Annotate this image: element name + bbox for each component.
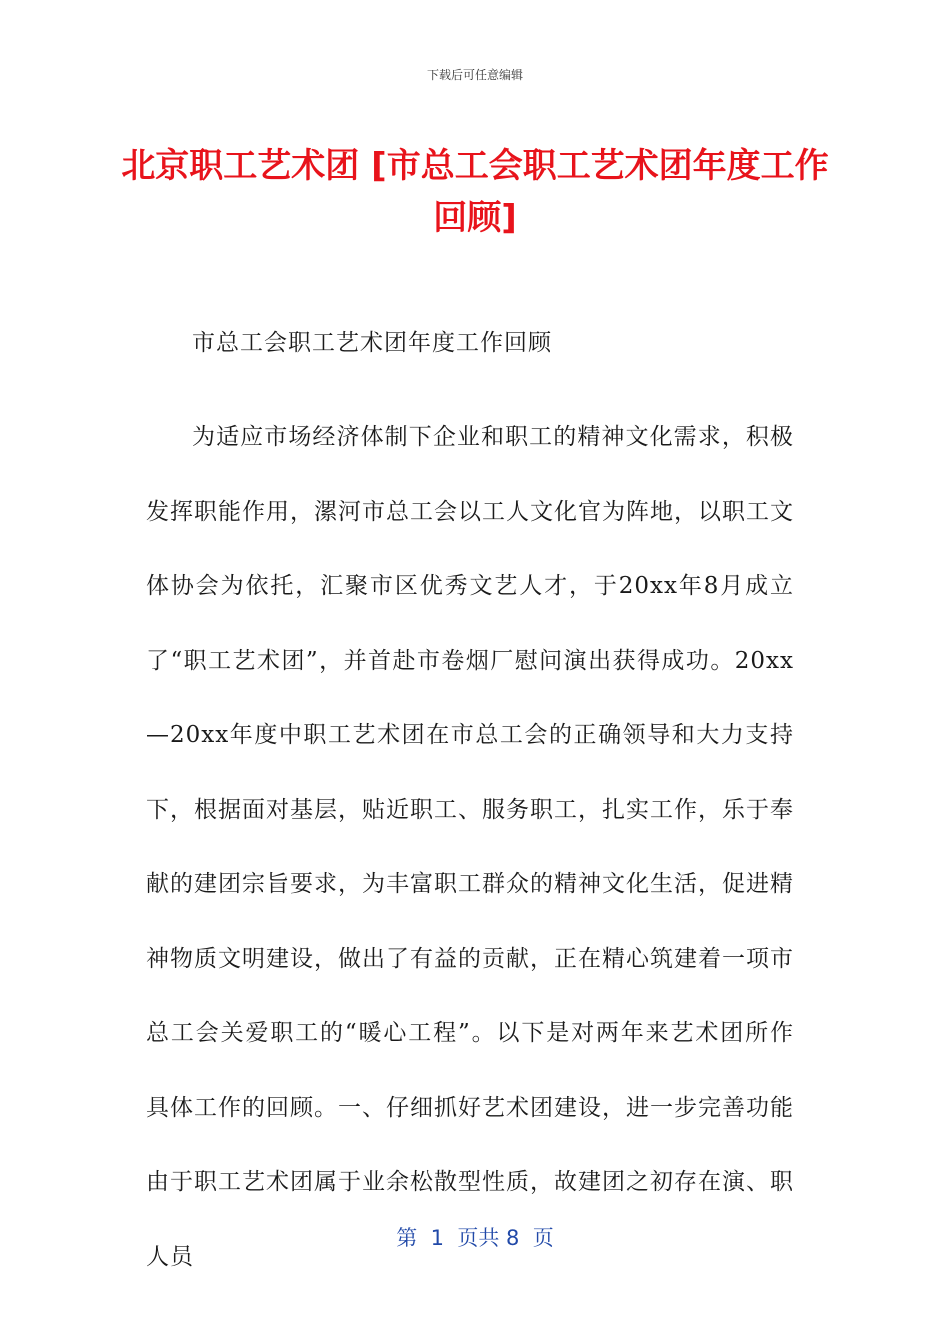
body-paragraph: 为适应市场经济体制下企业和职工的精神文化需求，积极发挥职能作用，漯河市总工会以工人文化官为阵地，以职工文体协会为依托，汇聚市区优秀文艺人才，于20xx年8月成立了“职工艺术团”，并首赴市卷烟厂慰问演出获得成功。20xx—20xx年度中职工艺术团在市总工会的正确领导和大力支持下，根据面对基层，贴近职工、服务职工，扎实工作，乐于奉献的建团宗旨要求，为丰富职工群众的精神文化生活，促进精神物质文明建设，做出了有益的贡献，正在精心筑建着一项市总工会关爱职工的“暖心工程”。以下是对两年来艺术团所作具体工作的回顾。一、仔细抓好艺术团建设，进一步完善功能由于职工艺术团属于业余松散型性质，故建团之初存在演、职人员 <box>146 424 794 1270</box>
document-subtitle: 市总工会职工艺术团年度工作回顾 <box>192 330 552 356</box>
document-title: 北京职工艺术团 [市总工会职工艺术团年度工作回顾] <box>121 146 829 238</box>
header-note: 下载后可任意编辑 <box>426 68 523 82</box>
page-indicator: 第 1 页共 8 页 <box>396 1226 554 1250</box>
